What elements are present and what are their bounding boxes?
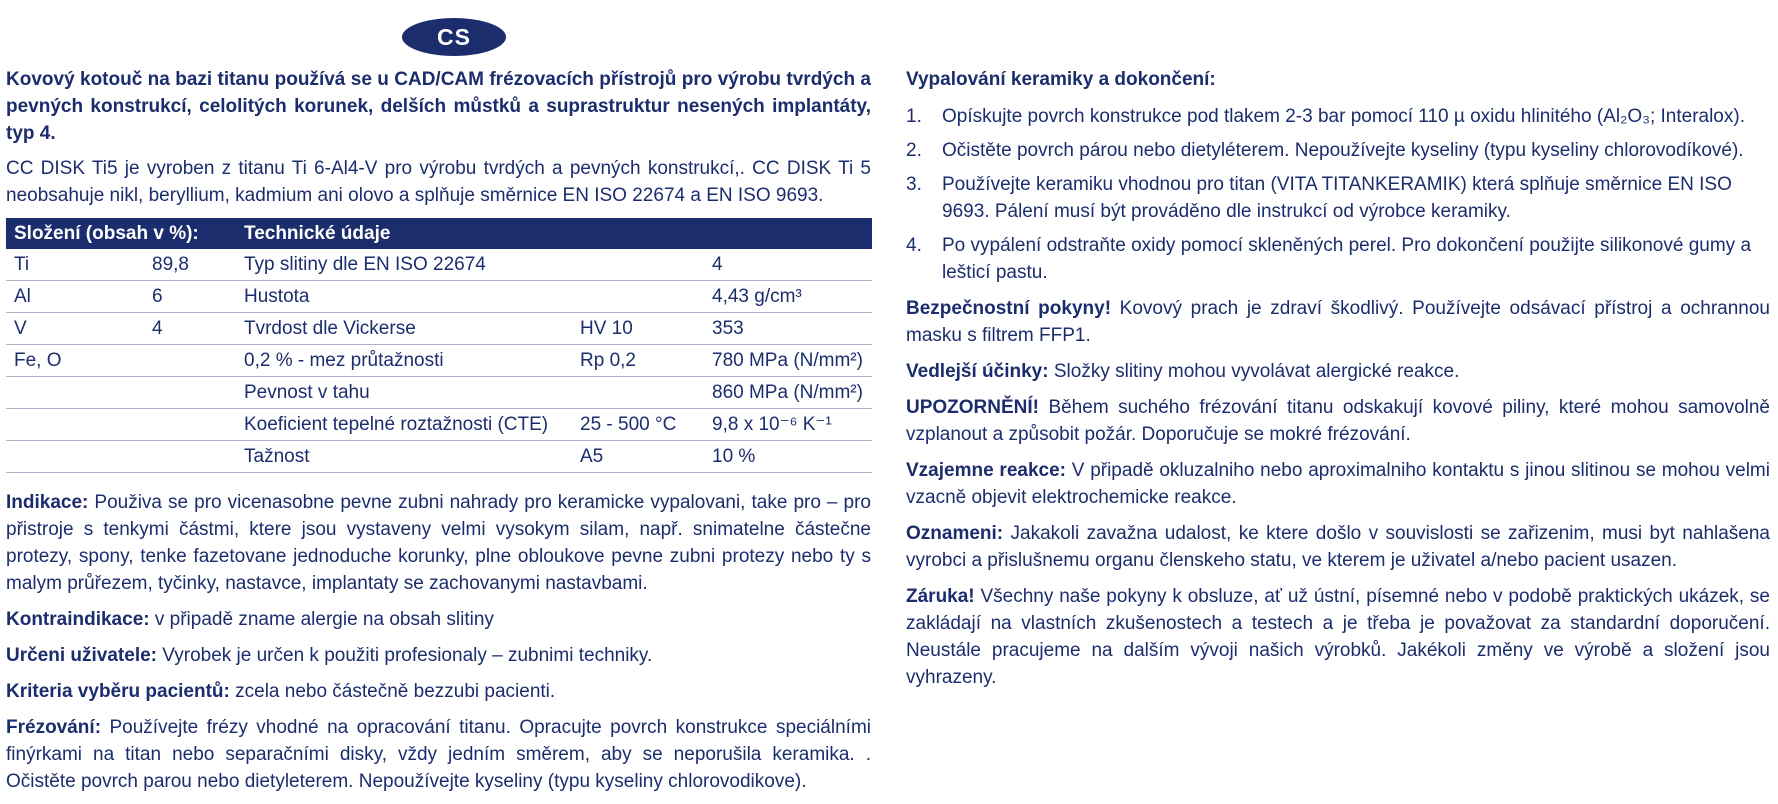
value-cell: 10 % bbox=[704, 441, 872, 473]
value-cell: 4,43 g/cm³ bbox=[704, 281, 872, 313]
list-item bbox=[906, 137, 1770, 164]
percent-cell: 89,8 bbox=[144, 249, 236, 281]
language-badge: CS bbox=[402, 18, 506, 56]
table-row bbox=[6, 409, 872, 441]
oznameni-paragraph bbox=[906, 520, 1770, 574]
element-cell bbox=[6, 409, 144, 441]
technical-header: Technické údaje bbox=[236, 218, 872, 249]
bezpecnost-text: Kovový prach je zdraví škodlivý. Používejte odsávací přístroj a ochrannou masku s filtrem FFP1. bbox=[906, 298, 1770, 346]
list-item bbox=[906, 232, 1770, 286]
percent-cell bbox=[144, 377, 236, 409]
vzajemne-label: Vzajemne reakce: bbox=[906, 460, 1066, 481]
intro-heading: Kovový kotouč na bazi titanu používá se u CAD/CAM frézovacích přístrojů pro výrobu tvrdých a pevných konstrukcí, celolitých korunek, delších můstků a suprastruktur nesených implantáty, typ 4. bbox=[6, 69, 871, 144]
step-text: Používejte keramiku vhodnou pro titan (VITA TITANKERAMIK) která splňuje směrnice EN ISO 9693. Pálení musí být prováděno dle instrukcí od výrobce keramiky. bbox=[942, 174, 1732, 222]
kriteria-text: zcela nebo částečně bezzubi pacienti. bbox=[229, 681, 556, 702]
property-cell: Pevnost v tahu bbox=[236, 377, 572, 409]
urceni-text: Vyrobek je určen k použiti profesionaly – zubnimi techniky. bbox=[157, 645, 653, 666]
element-cell: Ti bbox=[6, 249, 144, 281]
step-number: 4. bbox=[906, 235, 922, 256]
element-cell bbox=[6, 441, 144, 473]
value-cell: 780 MPa (N/mm²) bbox=[704, 345, 872, 377]
firing-steps bbox=[906, 103, 1770, 286]
kontraindikace-label: Kontraindikace: bbox=[6, 609, 150, 630]
percent-cell: 6 bbox=[144, 281, 236, 313]
property-cell: Typ slitiny dle EN ISO 22674 bbox=[236, 249, 572, 281]
upozorneni-paragraph bbox=[906, 394, 1770, 448]
vedlejsi-text: Složky slitiny mohou vyvolávat alergické reakce. bbox=[1048, 361, 1460, 382]
percent-cell bbox=[144, 441, 236, 473]
table-row bbox=[6, 249, 872, 281]
bezpecnost-label: Bezpečnostní pokyny! bbox=[906, 298, 1112, 319]
element-cell bbox=[6, 377, 144, 409]
indikace-text: Použiva se pro vicenasobne pevne zubni nahrady pro keramicke vypalovani, take pro – pro přistroje s tenkymi částmi, ktere jsou vystaveny velmi vysokym silam, např. snimatelne částečne protezy, spony, tenke fazetovane jednoduche korunky, plne obloukove pevne zubni protezy nebo ty s malym průřezem, tyčinky, nastavce, implantaty se zachovanymi nastavbami. bbox=[6, 492, 871, 594]
urceni-paragraph bbox=[6, 642, 871, 669]
zaruka-label: Záruka! bbox=[906, 586, 975, 607]
indikace-label: Indikace: bbox=[6, 492, 89, 513]
condition-cell bbox=[572, 249, 704, 281]
oznameni-text: Jakakoli zavažna udalost, ke ktere došlo v souvislosti se zařizenim, musi byt nahlašena vyrobci a přislušnemu organu členskeho statu, ve kterem je uživatel a/nebo pacient usazen. bbox=[906, 523, 1770, 571]
upozorneni-text: Během suchého frézování titanu odskakují kovové piliny, které mohou samovolně vzplanout a způsobit požár. Doporučuje se mokré frézování. bbox=[906, 397, 1770, 445]
vzajemne-text: V připadě okluzalniho nebo aproximalniho kontaktu s jinou slitinou se mohou velmi vzacně objevit elektrochemicke reakce. bbox=[906, 460, 1770, 508]
oznameni-label: Oznameni: bbox=[906, 523, 1004, 544]
element-cell: Al bbox=[6, 281, 144, 313]
list-item bbox=[906, 171, 1770, 225]
step-number: 2. bbox=[906, 140, 922, 161]
property-cell: Koeficient tepelné roztažnosti (CTE) bbox=[236, 409, 572, 441]
left-column bbox=[6, 66, 871, 804]
firing-heading: Vypalování keramiky a dokončení: bbox=[906, 69, 1216, 90]
condition-cell bbox=[572, 377, 704, 409]
condition-cell: HV 10 bbox=[572, 313, 704, 345]
element-cell: Fe, O bbox=[6, 345, 144, 377]
zaruka-paragraph bbox=[906, 583, 1770, 691]
value-cell: 9,8 x 10⁻⁶ K⁻¹ bbox=[704, 409, 872, 441]
zaruka-text: Všechny naše pokyny k obsluze, ať už ústní, písemné nebo v podobě praktických ukázek, se zakládají na vlastních zkušenostech a testech a je třeba je považovat za standardní doporučení. Neustále pracujeme na dalším vývoji našich výrobků. Jakékoli změny ve výrobě a složení jsou vyhrazeny. bbox=[906, 586, 1770, 688]
table-header-row bbox=[6, 218, 872, 249]
step-number: 3. bbox=[906, 174, 922, 195]
kontraindikace-paragraph bbox=[6, 606, 871, 633]
list-item bbox=[906, 103, 1770, 130]
vedlejsi-label: Vedlejší účinky: bbox=[906, 361, 1049, 382]
step-text: Opískujte povrch konstrukce pod tlakem 2-3 bar pomocí 110 µ oxidu hlinitého (Al₂O₃; Interalox). bbox=[942, 106, 1745, 127]
value-cell: 860 MPa (N/mm²) bbox=[704, 377, 872, 409]
urceni-label: Určeni uživatele: bbox=[6, 645, 157, 666]
frezovani-text: Používejte frézy vhodné na opracování titanu. Opracujte povrch konstrukce speciálními finýrkami na titan nebo separačními disky, vždy jedním směrem, aby se neporušila keramika. . Očistěte povrch parou nebo dietyleterem. Nepoužívejte kyseliny (typu kyseliny chlorovodikove). bbox=[6, 717, 871, 792]
condition-cell: A5 bbox=[572, 441, 704, 473]
frezovani-paragraph bbox=[6, 714, 871, 795]
step-text: Po vypálení odstraňte oxidy pomocí skleněných perel. Pro dokončení použijte silikonové gumy a lešticí pastu. bbox=[942, 235, 1752, 283]
value-cell: 353 bbox=[704, 313, 872, 345]
condition-cell bbox=[572, 281, 704, 313]
property-cell: Tažnost bbox=[236, 441, 572, 473]
percent-cell bbox=[144, 345, 236, 377]
percent-cell bbox=[144, 409, 236, 441]
step-number: 1. bbox=[906, 106, 922, 127]
condition-cell: Rp 0,2 bbox=[572, 345, 704, 377]
step-text: Očistěte povrch párou nebo dietyléterem. Nepoužívejte kyseliny (typu kyseliny chlorovodíkové). bbox=[942, 140, 1744, 161]
condition-cell: 25 - 500 °C bbox=[572, 409, 704, 441]
specification-table bbox=[6, 218, 872, 473]
table-row bbox=[6, 313, 872, 345]
vzajemne-paragraph bbox=[906, 457, 1770, 511]
table-row bbox=[6, 377, 872, 409]
kontraindikace-text: v připadě zname alergie na obsah slitiny bbox=[149, 609, 494, 630]
indikace-paragraph bbox=[6, 489, 871, 597]
table-row bbox=[6, 345, 872, 377]
property-cell: Tvrdost dle Vickerse bbox=[236, 313, 572, 345]
composition-header: Složení (obsah v %): bbox=[6, 218, 236, 249]
vedlejsi-paragraph bbox=[906, 358, 1770, 385]
value-cell: 4 bbox=[704, 249, 872, 281]
kriteria-paragraph bbox=[6, 678, 871, 705]
property-cell: Hustota bbox=[236, 281, 572, 313]
property-cell: 0,2 % - mez průtažnosti bbox=[236, 345, 572, 377]
right-column bbox=[906, 66, 1770, 700]
frezovani-label: Frézování: bbox=[6, 717, 102, 738]
kriteria-label: Kriteria vyběru pacientů: bbox=[6, 681, 230, 702]
upozorneni-label: UPOZORNĚNÍ! bbox=[906, 397, 1039, 418]
intro-text: CC DISK Ti5 je vyroben z titanu Ti 6-Al4-V pro výrobu tvrdých a pevných konstrukcí,. CC DISK Ti 5 neobsahuje nikl, beryllium, kadmium ani olovo a splňuje směrnice EN ISO 22674 a EN ISO 9693. bbox=[6, 158, 871, 206]
percent-cell: 4 bbox=[144, 313, 236, 345]
table-row bbox=[6, 441, 872, 473]
table-row bbox=[6, 281, 872, 313]
element-cell: V bbox=[6, 313, 144, 345]
bezpecnost-paragraph bbox=[906, 295, 1770, 349]
